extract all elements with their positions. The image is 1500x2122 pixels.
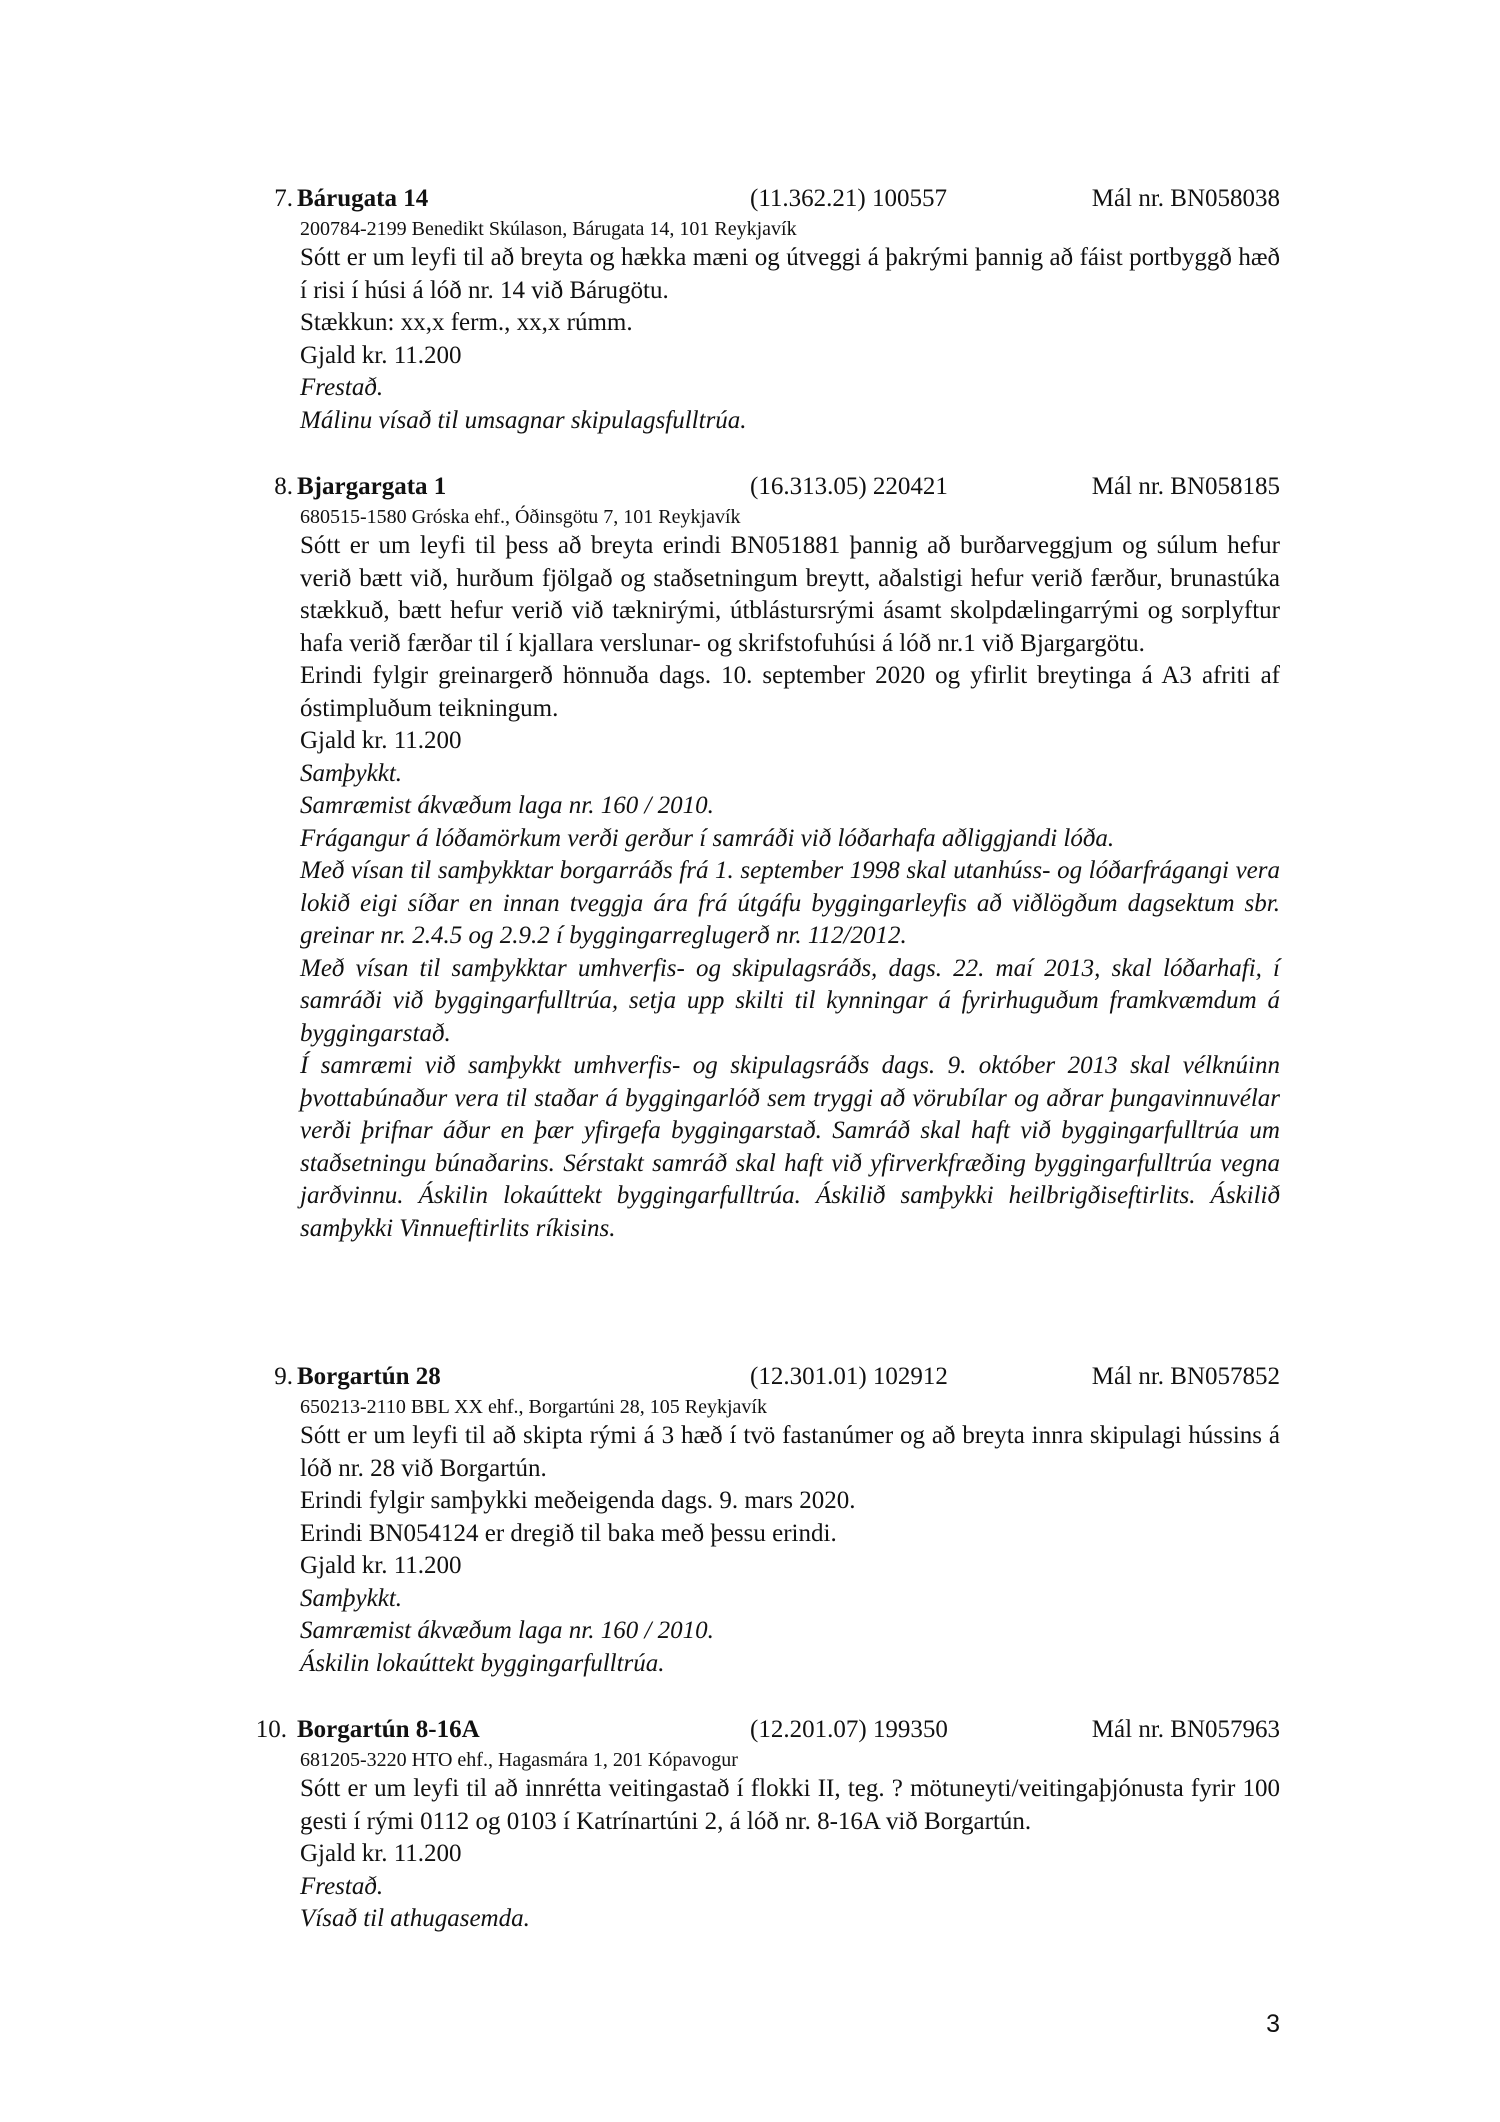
item-condition: Samræmist ákvæðum laga nr. 160 / 2010. bbox=[300, 792, 714, 819]
item-condition: Með vísan til samþykktar borgarráðs frá 1. september 1998 skal utanhúss- og lóðarfrágangi vera lokið eigi síðar en innan tveggja ára frá útgáfu byggingarleyfis að viðlögðum dagsektum sbr. greinar nr. 2.4.5 og 2.9.2 í byggingarreglugerð nr. 112/2012. bbox=[300, 857, 1280, 949]
item-header bbox=[235, 1712, 1280, 1748]
item-condition: Í samræmi við samþykkt umhverfis- og skipulagsráðs dags. 9. október 2013 skal vélknúinn þvottabúnaður vera til staðar á byggingarlóð sem tryggi að vörubílar og aðrar þungavinnuvélar verði þrifnar áður en þær yfirgefa byggingarstað. Samráð skal haft við byggingarfulltrúa um staðsetningu búnaðarins. Sérstakt samráð skal haft við yfirverkfræðing byggingarfulltrúa vegna jarðvinnu. Áskilin lokaúttekt byggingarfulltrúa. Áskilið samþykki heilbrigðiseftirlits. Áskilið samþykki Vinnueftirlits ríkisins. bbox=[300, 1052, 1280, 1242]
item-reference: (12.301.01) 102912 bbox=[750, 1363, 948, 1390]
item-fee: Gjald kr. 11.200 bbox=[300, 727, 462, 754]
agenda-item-9 bbox=[235, 1359, 1280, 1680]
item-applicant: 200784-2199 Benedikt Skúlason, Bárugata 14, 101 Reykjavík bbox=[300, 218, 797, 240]
page-number: 3 bbox=[1266, 2010, 1280, 2038]
item-description: Sótt er um leyfi til að innrétta veitingastað í flokki II, teg. ? mötuneyti/veitingaþjónusta fyrir 100 gesti í rými 0112 og 0103 í Katrínartúni 2, á lóð nr. 8-16A við Borgartún. bbox=[300, 1775, 1280, 1835]
item-number: 7. bbox=[274, 185, 293, 212]
item-address: Bárugata 14 bbox=[297, 185, 429, 212]
agenda-item-10 bbox=[235, 1712, 1280, 1936]
item-body bbox=[300, 217, 1280, 437]
item-case-number: Mál nr. BN058185 bbox=[1091, 473, 1280, 500]
item-body bbox=[300, 505, 1280, 1245]
item-condition: Með vísan til samþykktar umhverfis- og skipulagsráðs, dags. 22. maí 2013, skal lóðarhafi, í samráði við byggingarfulltrúa, setja upp skilti til kynningar á fyrirhuguðum framkvæmdum á byggingarstað. bbox=[300, 954, 1280, 1047]
item-fee: Gjald kr. 11.200 bbox=[300, 1840, 462, 1867]
item-condition: Áskilin lokaúttekt byggingarfulltrúa. bbox=[300, 1649, 665, 1677]
item-condition: Samræmist ákvæðum laga nr. 160 / 2010. bbox=[300, 1617, 714, 1644]
item-note: Erindi BN054124 er dregið til baka með þessu erindi. bbox=[300, 1519, 837, 1547]
item-decision: Frestað. bbox=[300, 1872, 384, 1900]
item-applicant: 680515-1580 Gróska ehf., Óðinsgötu 7, 101 Reykjavík bbox=[300, 506, 741, 528]
item-number: 10. bbox=[255, 1716, 287, 1743]
item-description: Sótt er um leyfi til að breyta og hækka mæni og útveggi á þakrými þannig að fáist portbyggð hæð í risi í húsi á lóð nr. 14 við Bárugötu. bbox=[300, 244, 1280, 304]
item-number: 8. bbox=[274, 473, 293, 500]
item-reference: (11.362.21) 100557 bbox=[750, 185, 947, 212]
item-header bbox=[235, 1359, 1280, 1395]
item-attachments: Erindi fylgir samþykki meðeigenda dags. 9. mars 2020. bbox=[300, 1487, 856, 1514]
item-address: Bjargargata 1 bbox=[297, 473, 447, 500]
item-enlargement: Stækkun: xx,x ferm., xx,x rúmm. bbox=[300, 309, 633, 336]
item-number: 9. bbox=[274, 1363, 293, 1390]
item-reference: (12.201.07) 199350 bbox=[750, 1716, 948, 1743]
item-fee: Gjald kr. 11.200 bbox=[300, 341, 462, 369]
item-applicant: 650213-2110 BBL XX ehf., Borgartúni 28, 105 Reykjavík bbox=[300, 1396, 767, 1418]
item-case-number: Mál nr. BN058038 bbox=[1091, 185, 1280, 212]
item-case-number: Mál nr. BN057852 bbox=[1091, 1363, 1280, 1390]
item-body bbox=[300, 1748, 1280, 1936]
item-header bbox=[235, 469, 1280, 505]
item-note: Vísað til athugasemda. bbox=[300, 1905, 530, 1932]
item-applicant: 681205-3220 HTO ehf., Hagasmára 1, 201 Kópavogur bbox=[300, 1749, 738, 1771]
item-decision: Frestað. bbox=[300, 374, 384, 401]
item-note: Málinu vísað til umsagnar skipulagsfulltrúa. bbox=[300, 406, 747, 434]
item-address: Borgartún 28 bbox=[297, 1363, 441, 1390]
item-header bbox=[235, 181, 1280, 217]
item-description: Sótt er um leyfi til að skipta rými á 3 hæð í tvö fastanúmer og að breyta innra skipulagi hússins á lóð nr. 28 við Borgartún. bbox=[300, 1422, 1280, 1482]
item-address: Borgartún 8-16A bbox=[297, 1716, 480, 1743]
item-description: Sótt er um leyfi til þess að breyta erindi BN051881 þannig að burðarveggjum og súlum hefur verið bætt við, hurðum fjölgað og staðsetningum breytt, aðalstigi hefur verið færður, brunastúka stækkuð, bætt hefur verið við tæknirými, útblástursrými ásamt skolpdælingarrými og sorplyftur hafa verið færðar til í kjallara verslunar- og skrifstofuhúsi á lóð nr.1 við Bjargargötu. bbox=[300, 532, 1280, 657]
item-condition: Frágangur á lóðamörkum verði gerður í samráði við lóðarhafa aðliggjandi lóða. bbox=[300, 824, 1115, 852]
agenda-item-7 bbox=[235, 181, 1280, 437]
item-reference: (16.313.05) 220421 bbox=[750, 473, 948, 500]
item-attachments: Erindi fylgir greinargerð hönnuða dags. 10. september 2020 og yfirlit breytinga á A3 afriti af óstimpluðum teikningum. bbox=[300, 662, 1280, 722]
item-case-number: Mál nr. BN057963 bbox=[1091, 1716, 1280, 1743]
item-fee: Gjald kr. 11.200 bbox=[300, 1552, 462, 1579]
item-decision: Samþykkt. bbox=[300, 1584, 403, 1612]
item-body bbox=[300, 1395, 1280, 1680]
agenda-item-8 bbox=[235, 469, 1280, 1245]
item-decision: Samþykkt. bbox=[300, 759, 403, 787]
